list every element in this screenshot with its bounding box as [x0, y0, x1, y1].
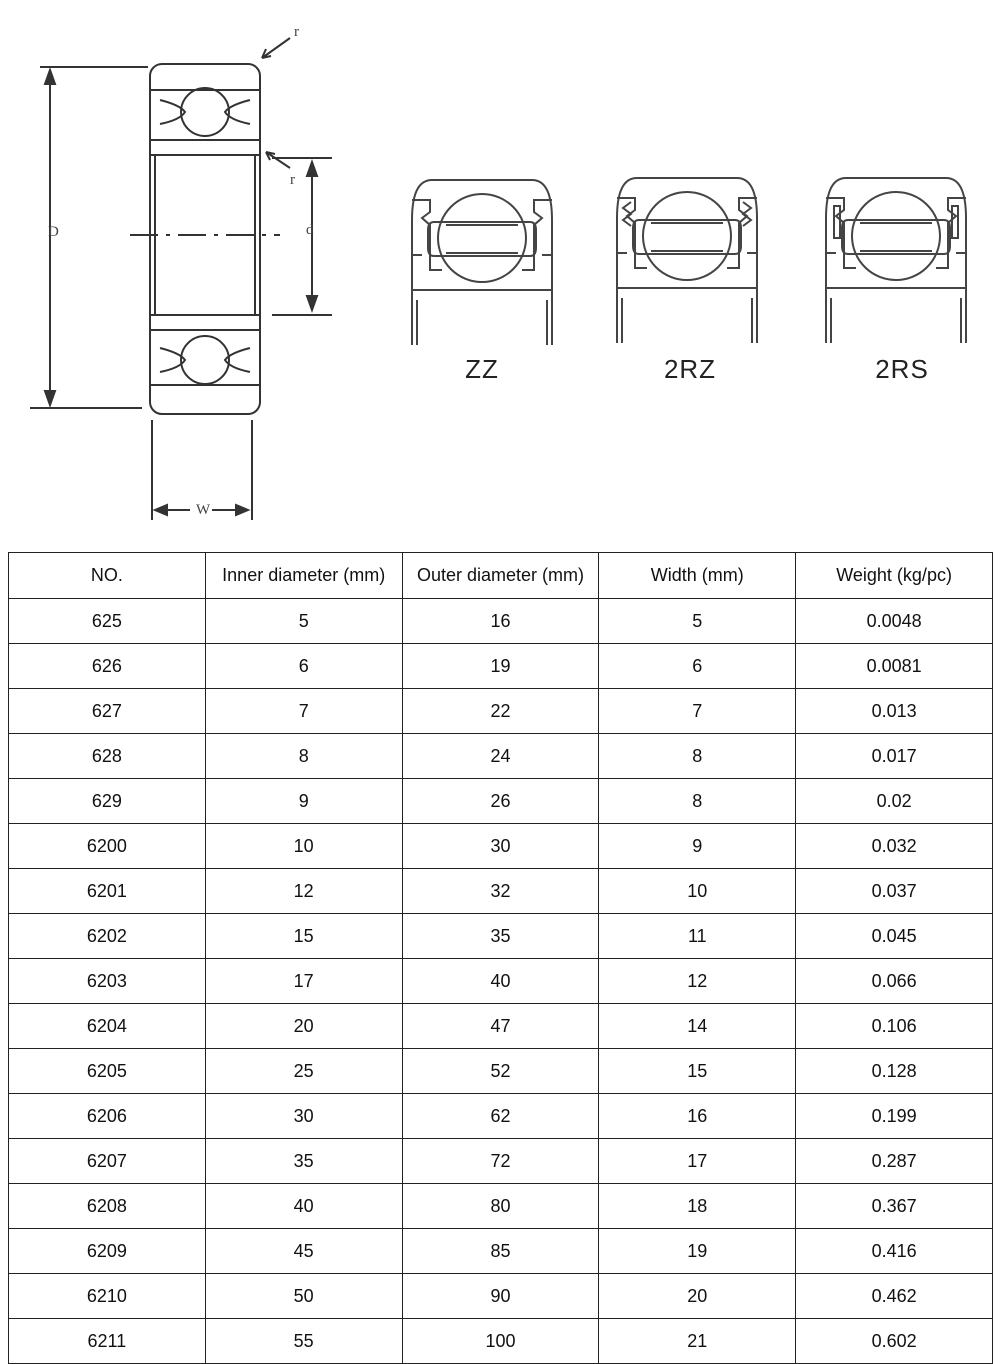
table-body [9, 599, 993, 1364]
cell-width: 9 [599, 824, 796, 869]
D-label: D [48, 224, 59, 240]
cell-outer-diameter: 19 [402, 644, 599, 689]
cell-no: 6203 [9, 959, 206, 1004]
table-row [9, 734, 993, 779]
table-row [9, 1049, 993, 1094]
cell-width: 15 [599, 1049, 796, 1094]
cell-no: 6209 [9, 1229, 206, 1274]
cell-outer-diameter: 85 [402, 1229, 599, 1274]
seal-label-2rs: 2RS [875, 354, 929, 384]
cell-weight: 0.287 [796, 1139, 993, 1184]
cell-weight: 0.045 [796, 914, 993, 959]
header-weight: Weight (kg/pc) [796, 553, 993, 599]
cell-outer-diameter: 47 [402, 1004, 599, 1049]
bearing-cross-section [30, 38, 332, 520]
cell-inner-diameter: 30 [205, 1094, 402, 1139]
cell-no: 6208 [9, 1184, 206, 1229]
cell-weight: 0.037 [796, 869, 993, 914]
cell-inner-diameter: 50 [205, 1274, 402, 1319]
cell-inner-diameter: 9 [205, 779, 402, 824]
cell-weight: 0.0048 [796, 599, 993, 644]
cell-width: 17 [599, 1139, 796, 1184]
cell-no: 626 [9, 644, 206, 689]
cell-inner-diameter: 10 [205, 824, 402, 869]
cell-no: 629 [9, 779, 206, 824]
bearing-diagram [0, 0, 1000, 540]
cell-outer-diameter: 72 [402, 1139, 599, 1184]
bearing-spec-table [8, 552, 993, 1364]
header-outer-diameter: Outer diameter (mm) [402, 553, 599, 599]
r-label-top: r [294, 24, 299, 40]
seal-zz-drawing [412, 180, 552, 345]
cell-no: 6200 [9, 824, 206, 869]
cell-outer-diameter: 22 [402, 689, 599, 734]
cell-weight: 0.017 [796, 734, 993, 779]
cell-no: 6206 [9, 1094, 206, 1139]
cell-inner-diameter: 6 [205, 644, 402, 689]
cell-outer-diameter: 62 [402, 1094, 599, 1139]
table-row [9, 869, 993, 914]
header-no: NO. [9, 553, 206, 599]
cell-no: 6201 [9, 869, 206, 914]
table-row [9, 1184, 993, 1229]
cell-inner-diameter: 35 [205, 1139, 402, 1184]
seal-label-2rz: 2RZ [663, 354, 717, 384]
seal-2rs-drawing [826, 178, 966, 343]
cell-width: 11 [599, 914, 796, 959]
cell-no: 627 [9, 689, 206, 734]
header-width: Width (mm) [599, 553, 796, 599]
cell-width: 8 [599, 734, 796, 779]
cell-weight: 0.367 [796, 1184, 993, 1229]
header-inner-diameter: Inner diameter (mm) [205, 553, 402, 599]
cell-weight: 0.128 [796, 1049, 993, 1094]
cell-width: 14 [599, 1004, 796, 1049]
r-label-inner: r [290, 172, 295, 188]
cell-width: 21 [599, 1319, 796, 1364]
cell-no: 6211 [9, 1319, 206, 1364]
cell-no: 6207 [9, 1139, 206, 1184]
table-row [9, 1229, 993, 1274]
cell-inner-diameter: 17 [205, 959, 402, 1004]
table-row [9, 644, 993, 689]
cell-outer-diameter: 40 [402, 959, 599, 1004]
table-row [9, 1319, 993, 1364]
cell-weight: 0.013 [796, 689, 993, 734]
cell-inner-diameter: 55 [205, 1319, 402, 1364]
cell-no: 6202 [9, 914, 206, 959]
cell-inner-diameter: 12 [205, 869, 402, 914]
seal-2rz-drawing [617, 178, 757, 343]
cell-width: 12 [599, 959, 796, 1004]
cell-width: 7 [599, 689, 796, 734]
cell-outer-diameter: 32 [402, 869, 599, 914]
cell-outer-diameter: 80 [402, 1184, 599, 1229]
cell-weight: 0.199 [796, 1094, 993, 1139]
cell-width: 8 [599, 779, 796, 824]
cell-no: 6205 [9, 1049, 206, 1094]
cell-width: 20 [599, 1274, 796, 1319]
table-row [9, 959, 993, 1004]
cell-outer-diameter: 24 [402, 734, 599, 779]
cell-outer-diameter: 90 [402, 1274, 599, 1319]
cell-weight: 0.416 [796, 1229, 993, 1274]
cell-width: 6 [599, 644, 796, 689]
table-row [9, 1274, 993, 1319]
cell-weight: 0.602 [796, 1319, 993, 1364]
cell-width: 18 [599, 1184, 796, 1229]
cell-inner-diameter: 25 [205, 1049, 402, 1094]
cell-no: 628 [9, 734, 206, 779]
cell-weight: 0.462 [796, 1274, 993, 1319]
W-label: W [196, 502, 211, 518]
table-row [9, 1094, 993, 1139]
cell-inner-diameter: 8 [205, 734, 402, 779]
cell-inner-diameter: 7 [205, 689, 402, 734]
table-row [9, 824, 993, 869]
cell-weight: 0.032 [796, 824, 993, 869]
cell-outer-diameter: 16 [402, 599, 599, 644]
cell-outer-diameter: 100 [402, 1319, 599, 1364]
cell-inner-diameter: 5 [205, 599, 402, 644]
cell-no: 625 [9, 599, 206, 644]
seal-label-zz: ZZ [465, 354, 499, 384]
cell-inner-diameter: 40 [205, 1184, 402, 1229]
table-row [9, 914, 993, 959]
cell-width: 16 [599, 1094, 796, 1139]
table-row [9, 599, 993, 644]
cell-no: 6204 [9, 1004, 206, 1049]
cell-width: 5 [599, 599, 796, 644]
cell-width: 10 [599, 869, 796, 914]
cell-outer-diameter: 30 [402, 824, 599, 869]
cell-inner-diameter: 45 [205, 1229, 402, 1274]
cell-weight: 0.066 [796, 959, 993, 1004]
cell-weight: 0.02 [796, 779, 993, 824]
cell-outer-diameter: 52 [402, 1049, 599, 1094]
cell-weight: 0.0081 [796, 644, 993, 689]
cell-no: 6210 [9, 1274, 206, 1319]
table-header-row [9, 553, 993, 599]
table-row [9, 1139, 993, 1184]
cell-inner-diameter: 20 [205, 1004, 402, 1049]
cell-width: 19 [599, 1229, 796, 1274]
table-row [9, 779, 993, 824]
d-label: d [306, 222, 314, 238]
cell-weight: 0.106 [796, 1004, 993, 1049]
cell-inner-diameter: 15 [205, 914, 402, 959]
cell-outer-diameter: 26 [402, 779, 599, 824]
cell-outer-diameter: 35 [402, 914, 599, 959]
table-row [9, 689, 993, 734]
table-row [9, 1004, 993, 1049]
